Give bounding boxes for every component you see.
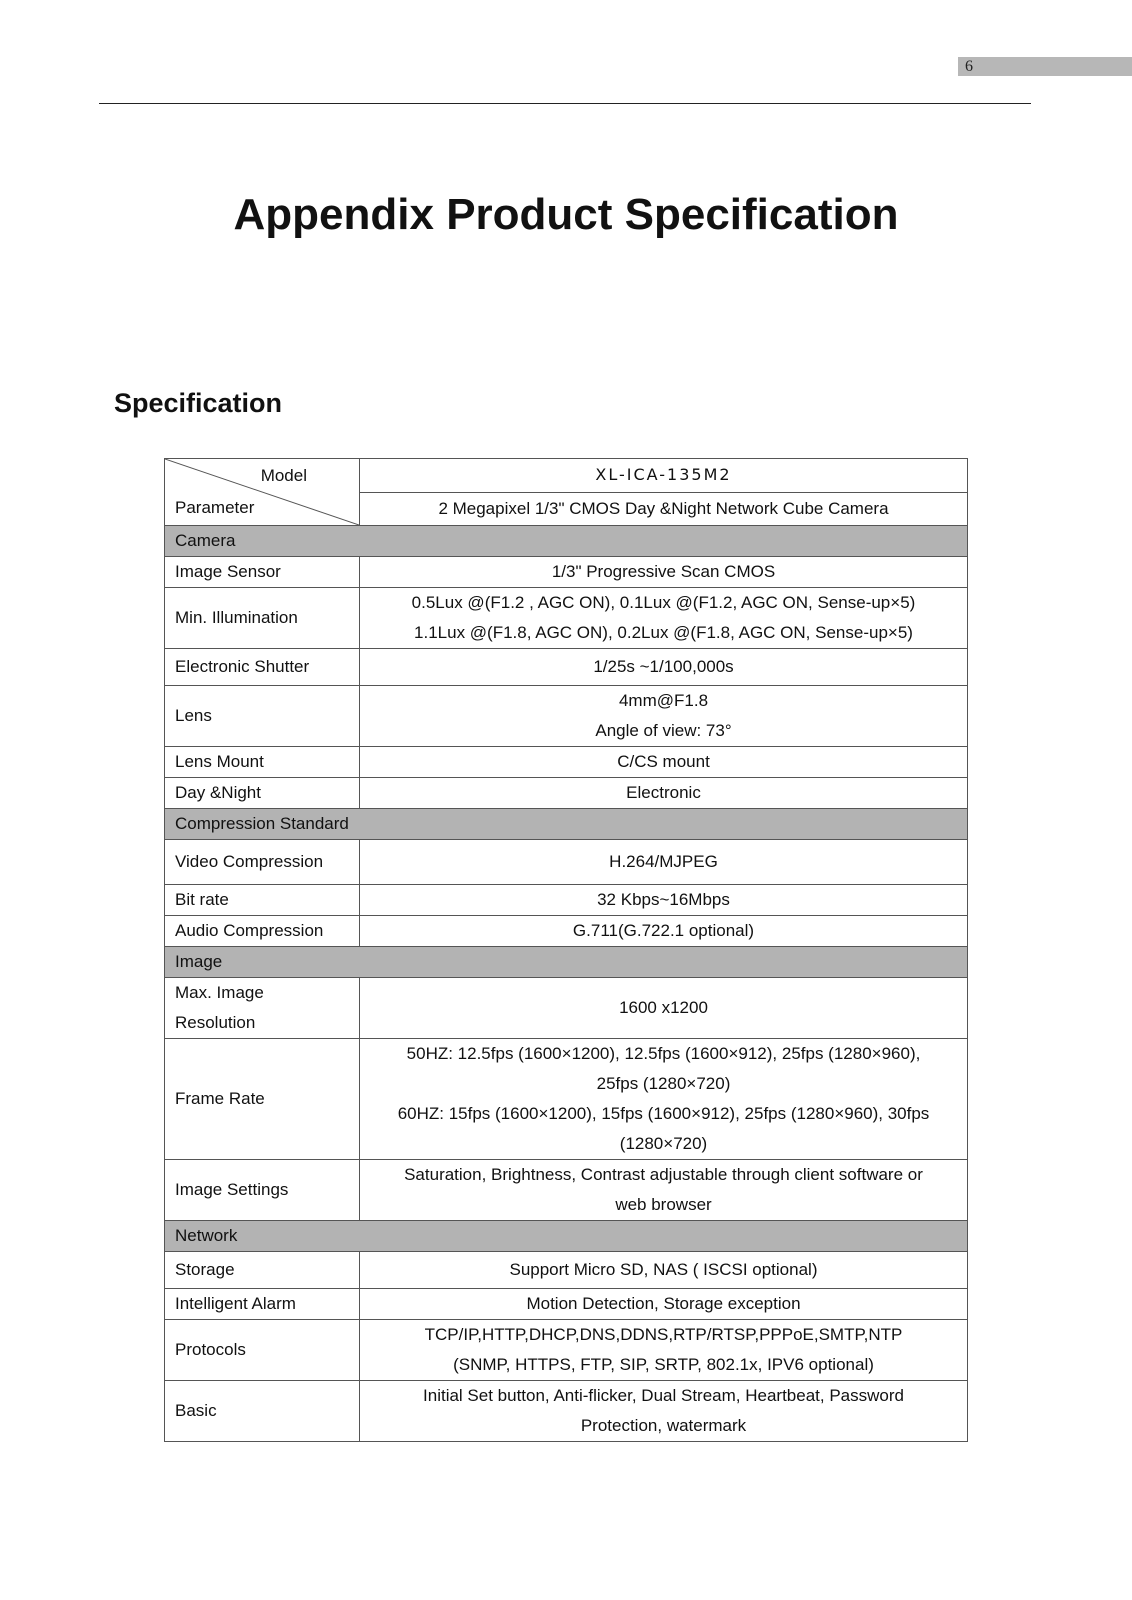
value-line: (1280×720) — [619, 1134, 708, 1153]
value-line: Protection, watermark — [580, 1416, 747, 1435]
value-cell: G.711(G.722.1 optional) — [360, 916, 968, 947]
table-row — [165, 885, 968, 916]
param-cell: Min. Illumination — [165, 588, 360, 649]
category-row-compression — [165, 809, 968, 840]
table-row — [165, 1289, 968, 1320]
param-cell: Bit rate — [165, 885, 360, 916]
param-cell: Audio Compression — [165, 916, 360, 947]
table-row — [165, 1252, 968, 1289]
value-line: Initial Set button, Anti-flicker, Dual Stream, Heartbeat, Password — [423, 1386, 904, 1405]
page-title: Appendix Product Specification — [233, 190, 899, 239]
table-row — [165, 557, 968, 588]
param-cell: Basic — [165, 1381, 360, 1442]
category-label: Camera — [165, 526, 968, 557]
value-line: Angle of view: 73° — [595, 721, 732, 740]
table-row — [165, 1320, 968, 1381]
value-cell — [360, 1320, 968, 1381]
category-label: Network — [165, 1221, 968, 1252]
param-cell — [165, 978, 360, 1039]
value-cell: 32 Kbps~16Mbps — [360, 885, 968, 916]
table-row — [165, 686, 968, 747]
model-description: 2 Megapixel 1/3" CMOS Day &Night Network Cube Camera — [360, 492, 968, 526]
category-row-camera — [165, 526, 968, 557]
value-cell: Electronic — [360, 778, 968, 809]
table-row — [165, 649, 968, 686]
table-row — [165, 916, 968, 947]
corner-parameter-label: Parameter — [175, 498, 255, 517]
table-row — [165, 978, 968, 1039]
value-cell: Support Micro SD, NAS ( ISCSI optional) — [360, 1252, 968, 1289]
category-row-image — [165, 947, 968, 978]
value-cell — [360, 588, 968, 649]
value-cell: Motion Detection, Storage exception — [360, 1289, 968, 1320]
value-line: 4mm@F1.8 — [618, 691, 709, 710]
value-line: 0.5Lux @(F1.2 , AGC ON), 0.1Lux @(F1.2, AGC ON, Sense-up×5) — [411, 593, 916, 612]
corner-cell — [165, 459, 360, 526]
value-cell — [360, 1160, 968, 1221]
table-row — [165, 747, 968, 778]
param-cell: Lens — [165, 686, 360, 747]
page-number-bar — [958, 57, 1132, 76]
spec-table — [164, 458, 968, 1442]
category-row-network — [165, 1221, 968, 1252]
table-row — [165, 1381, 968, 1442]
param-cell: Frame Rate — [165, 1039, 360, 1160]
value-line: 60HZ: 15fps (1600×1200), 15fps (1600×912), 25fps (1280×960), 30fps — [397, 1104, 930, 1123]
model-name: XL-ICA-135M2 — [360, 459, 968, 493]
value-cell — [360, 1381, 968, 1442]
table-row — [165, 840, 968, 885]
value-cell: H.264/MJPEG — [360, 840, 968, 885]
value-line: 25fps (1280×720) — [596, 1074, 731, 1093]
category-label: Compression Standard — [165, 809, 968, 840]
value-cell — [360, 686, 968, 747]
section-heading: Specification — [114, 388, 283, 418]
category-label: Image — [165, 947, 968, 978]
table-header-row — [165, 459, 968, 493]
value-cell: 1600 x1200 — [360, 978, 968, 1039]
value-line: 1.1Lux @(F1.8, AGC ON), 0.2Lux @(F1.8, AGC ON, Sense-up×5) — [414, 623, 913, 642]
value-cell — [360, 1039, 968, 1160]
table-row — [165, 1039, 968, 1160]
param-line: Resolution — [175, 1013, 256, 1032]
corner-model-label: Model — [260, 466, 307, 485]
page-number: 6 — [965, 58, 973, 75]
table-row — [165, 1160, 968, 1221]
param-cell: Lens Mount — [165, 747, 360, 778]
param-cell: Day &Night — [165, 778, 360, 809]
param-cell: Image Settings — [165, 1160, 360, 1221]
value-cell: 1/25s ~1/100,000s — [360, 649, 968, 686]
header-rule — [99, 103, 1031, 104]
value-line: 50HZ: 12.5fps (1600×1200), 12.5fps (1600×912), 25fps (1280×960), — [406, 1044, 921, 1063]
table-row — [165, 778, 968, 809]
value-cell: 1/3" Progressive Scan CMOS — [360, 557, 968, 588]
param-cell: Electronic Shutter — [165, 649, 360, 686]
param-cell: Video Compression — [165, 840, 360, 885]
value-line: (SNMP, HTTPS, FTP, SIP, SRTP, 802.1x, IPV6 optional) — [453, 1355, 874, 1374]
param-cell: Protocols — [165, 1320, 360, 1381]
value-line: TCP/IP,HTTP,DHCP,DNS,DDNS,RTP/RTSP,PPPoE,SMTP,NTP — [424, 1325, 903, 1344]
table-row — [165, 588, 968, 649]
param-line: Max. Image — [175, 983, 264, 1002]
value-line: web browser — [615, 1195, 712, 1214]
param-cell: Intelligent Alarm — [165, 1289, 360, 1320]
param-cell: Image Sensor — [165, 557, 360, 588]
value-cell: C/CS mount — [360, 747, 968, 778]
param-cell: Storage — [165, 1252, 360, 1289]
value-line: Saturation, Brightness, Contrast adjustable through client software or — [404, 1165, 923, 1184]
